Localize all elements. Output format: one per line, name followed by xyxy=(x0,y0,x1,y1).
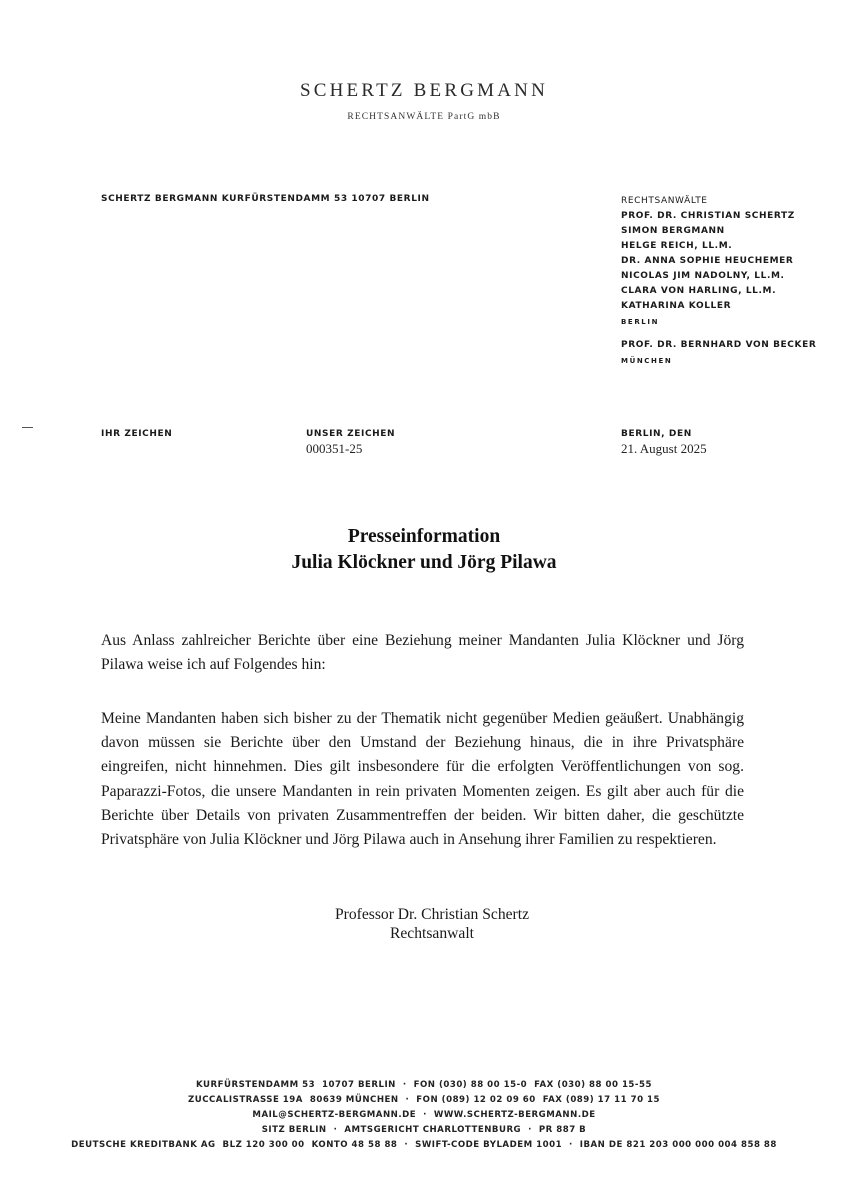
lawyer-list-heading: RECHTSANWÄLTE xyxy=(621,196,708,206)
unser-zeichen-value: 000351-25 xyxy=(306,441,363,456)
lawyer-name: PROF. DR. BERNHARD VON BECKER xyxy=(621,340,817,350)
signature-name: Professor Dr. Christian Schertz xyxy=(334,906,530,923)
footer-berlin-address: KURFÜRSTENDAMM 53 10707 BERLIN · FON (030) 88 00 15-0 FAX (030) 88 00 15-55 xyxy=(196,1080,652,1090)
lawyer-name: CLARA VON HARLING, LL.M. xyxy=(621,286,777,296)
lawyer-name: KATHARINA KOLLER xyxy=(621,301,732,311)
body-paragraph-1: Aus Anlass zahlreicher Berichte über eine Beziehung meiner Mandanten Julia Klöckner und Jörg Pilawa weise ich auf Folgendes hin: xyxy=(101,632,744,674)
lawyer-name: SIMON BERGMANN xyxy=(621,226,725,236)
title-line-1: Presseinformation xyxy=(347,526,501,547)
signature-role: Rechtsanwalt xyxy=(389,925,474,942)
body-paragraph-2: Meine Mandanten haben sich bisher zu der Thematik nicht gegenüber Medien geäußert. Unabhängig davon müssen sie Berichte über den Umstand der Beziehung hinaus, die in ihre Privatsphäre eingreifen, nicht hinnehmen. Dies gilt insbesondere für die erfolgten Veröffentlichungen von sog. Paparazzi-Fotos, die unsere Mandanten in rein privaten Momenten zeigen. Es gilt aber auch für die Berichte über Details von privaten Zusammentreffen der beiden. Wir bitten daher, die geschützte Privatsphäre von Julia Klöckner und Jörg Pilawa auch in Ansehung ihrer Familien zu respektieren. xyxy=(101,710,744,849)
unser-zeichen-label: UNSER ZEICHEN xyxy=(306,429,396,439)
lawyer-name: PROF. DR. CHRISTIAN SCHERTZ xyxy=(621,211,795,221)
signature-block xyxy=(240,905,624,943)
footer-registry: SITZ BERLIN · AMTSGERICHT CHARLOTTENBURG · PR 887 B xyxy=(261,1125,587,1135)
office-city-munich: MÜNCHEN xyxy=(621,357,673,365)
lawyer-list xyxy=(621,194,816,375)
date-value: 21. August 2025 xyxy=(621,441,707,456)
lawyer-name: DR. ANNA SOPHIE HEUCHEMER xyxy=(621,256,794,266)
footer xyxy=(0,1078,848,1153)
footer-bank: DEUTSCHE KREDITBANK AG BLZ 120 300 00 KONTO 48 58 88 · SWIFT-CODE BYLADEM 1001 · IBAN DE 821 203 000 000 004 858 88 xyxy=(71,1140,777,1150)
ihr-zeichen-label: IHR ZEICHEN xyxy=(101,429,173,439)
lawyer-name: HELGE REICH, LL.M. xyxy=(621,241,733,251)
firm-name: SCHERTZ BERGMANN xyxy=(300,80,548,101)
document-title xyxy=(0,524,848,576)
date-label: BERLIN, DEN xyxy=(621,429,692,439)
title-line-2: Julia Klöckner und Jörg Pilawa xyxy=(291,552,557,573)
unser-zeichen xyxy=(306,428,395,457)
footer-munich-address: ZUCCALISTRASSE 19A 80639 MÜNCHEN · FON (089) 12 02 09 60 FAX (089) 17 11 70 15 xyxy=(187,1095,660,1105)
sender-address-line: SCHERTZ BERGMANN KURFÜRSTENDAMM 53 10707 BERLIN xyxy=(101,194,430,204)
footer-contact: MAIL@SCHERTZ-BERGMANN.DE · WWW.SCHERTZ-BERGMANN.DE xyxy=(252,1110,596,1120)
fold-mark xyxy=(22,427,33,428)
letter-date xyxy=(621,428,707,457)
ihr-zeichen xyxy=(101,428,172,441)
office-city-berlin: BERLIN xyxy=(621,318,660,326)
firm-subtitle: RECHTSANWÄLTE PartG mbB xyxy=(347,112,501,122)
lawyer-name: NICOLAS JIM NADOLNY, LL.M. xyxy=(621,271,785,281)
